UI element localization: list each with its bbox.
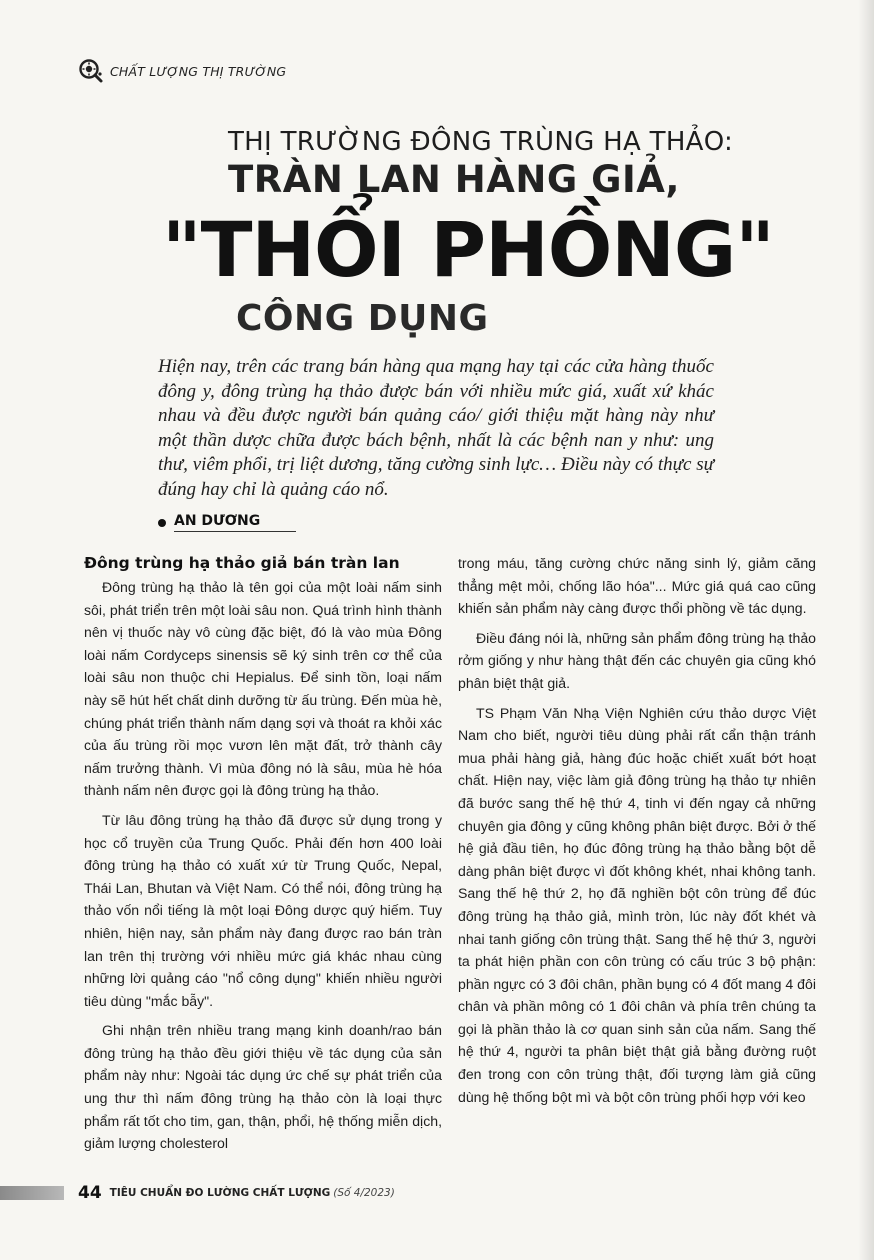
article-paragraph: Đông trùng hạ thảo là tên gọi của một loài nấm sinh sôi, phát triển trên một loài sâu non. Quá trình hình thành nên vị thuốc này vô cùng đặc biệt, đó là vào mùa Đông loài nấm Cordyceps sinensis sẽ ký sinh trên cơ thể của loài sâu non thuộc chi Hepialus. Để sinh tồn, loại nấm này sẽ hút hết chất dinh dưỡng từ ấu trùng. Đến mùa hè, chúng phát triển thành nấm dạng sợi và thoát ra khỏi xác của ấu trùng rồi mọc vươn lên mặt đất, trở thành cây nấm trưởng thành. Vì mùa đông nó là sâu, mùa hè hóa thành nấm nên được gọi là đông trùng hạ thảo. <box>84 579 442 799</box>
issue-number: (Số 4/2023) <box>333 1187 395 1199</box>
footer-bar <box>0 1186 64 1200</box>
article-column-left <box>84 552 442 1162</box>
article-paragraph-continued: trong máu, tăng cường chức năng sinh lý, giảm căng thẳng mệt mỏi, chống lão hóa"... Mức giá quá cao cũng khiến sản phẩm này càng được thổi phồng về tác dụng. <box>458 555 816 617</box>
section-title: CHẤT LƯỢNG THỊ TRƯỜNG <box>110 63 287 79</box>
byline-author: AN DƯƠNG <box>174 513 296 532</box>
page-footer <box>0 1183 395 1203</box>
publication-title: TIÊU CHUẨN ĐO LƯỜNG CHẤT LƯỢNG <box>109 1187 331 1199</box>
page-number: 44 <box>78 1183 102 1203</box>
article-column-right <box>458 552 816 1115</box>
headline-line-3: CÔNG DỤNG <box>236 298 489 339</box>
headline-kicker: THỊ TRƯỜNG ĐÔNG TRÙNG HẠ THẢO: <box>228 127 734 157</box>
article-paragraph: Từ lâu đông trùng hạ thảo đã được sử dụng trong y học cổ truyền của Trung Quốc. Phải đến hơn 400 loài đông trùng hạ thảo có xuất xứ từ Trung Quốc, Nepal, Thái Lan, Bhutan và Việt Nam. Có thể nói, đông trùng hạ thảo vốn nổi tiếng là một loại Đông dược quý hiếm. Tuy nhiên, hiện nay, sản phẩm này đang được rao bán tràn lan trên thị trường với nhiều mức giá khác nhau cùng những lời quảng cáo "nổ công dụng" khiến nhiều người tiêu dùng "mắc bẫy". <box>84 811 442 1009</box>
section-header <box>78 58 286 84</box>
byline <box>158 513 296 532</box>
article-paragraph: Ghi nhận trên nhiều trang mạng kinh doanh/rao bán đông trùng hạ thảo đều giới thiệu về tác dụng của sản phẩm này như: Ngoài tác dụng ức chế sự phát triển của ung thư thì nấm đông trùng hạ thảo còn là loại thực phẩm rất tốt cho tim, gan, thận, phổi, hệ thống miễn dịch, giảm lượng cholesterol <box>84 1022 442 1152</box>
lead-paragraph: Hiện nay, trên các trang bán hàng qua mạng hay tại các cửa hàng thuốc đông y, đông trùng hạ thảo được bán với nhiều mức giá, xuất xứ khác nhau và đều được người bán quảng cáo/ giới thiệu mặt hàng này như một thần dược chữa được bách bệnh, nhất là các bệnh nan y như: ung thư, viêm phổi, trị liệt dương, tăng cường sinh lực… Điều này có thực sự đúng hay chỉ là quảng cáo nổ. <box>158 356 714 500</box>
magnifier-gear-icon <box>78 58 104 84</box>
headline-line-2: "THỔI PHỒNG" <box>162 205 774 294</box>
article-subheading: Đông trùng hạ thảo giả bán tràn lan <box>84 554 400 572</box>
page-edge-shadow <box>858 0 874 1260</box>
headline-line-1: TRÀN LAN HÀNG GIẢ, <box>228 158 680 201</box>
article-paragraph: TS Phạm Văn Nhạ Viện Nghiên cứu thảo dược Việt Nam cho biết, người tiêu dùng phải rất cẩn thận tránh mua phải hàng giả, hàng đúc hoặc chiết xuất bớt hoạt chất. Hiện nay, việc làm giả đông trùng hạ thảo tự nhiên đã bước sang thế hệ thứ 4, tinh vi đến ngay cả những chuyên gia đông y cũng không phân biệt được. Bởi ở thế hệ giả đầu tiên, họ đúc đông trùng hạ thảo bằng bột dễ dàng phân biệt được vì đốt không khét, nhai không tanh. Sang thế hệ thứ 2, họ đã nghiền bột côn trùng để đúc đông trùng hạ thảo giả, mình tròn, lúc này đốt khét và nhai tanh giống côn trùng thật. Sang thế hệ thứ 3, người ta phát hiện phần con côn trùng có cấu trúc 3 bộ phận: phần ngực có 3 đôi chân, phần bụng có 4 đốt mang 4 đôi chân và phần mông có 1 đôi chân và phía trên chúng ta gọi là phần thảo là cơ quan sinh sản của nấm. Sang thế hệ thứ 4, người ta phân biệt thật giả bằng đường ruột đen trong con côn trùng thật, đối tượng làm giả cũng dùng hệ thống bột mì và bột côn trùng phối hợp với keo <box>458 704 816 1105</box>
byline-bullet <box>158 519 166 527</box>
article-paragraph: Điều đáng nói là, những sản phẩm đông trùng hạ thảo rởm giống y như hàng thật đến các chuyên gia cũng khó phân biệt thật giả. <box>458 629 816 691</box>
